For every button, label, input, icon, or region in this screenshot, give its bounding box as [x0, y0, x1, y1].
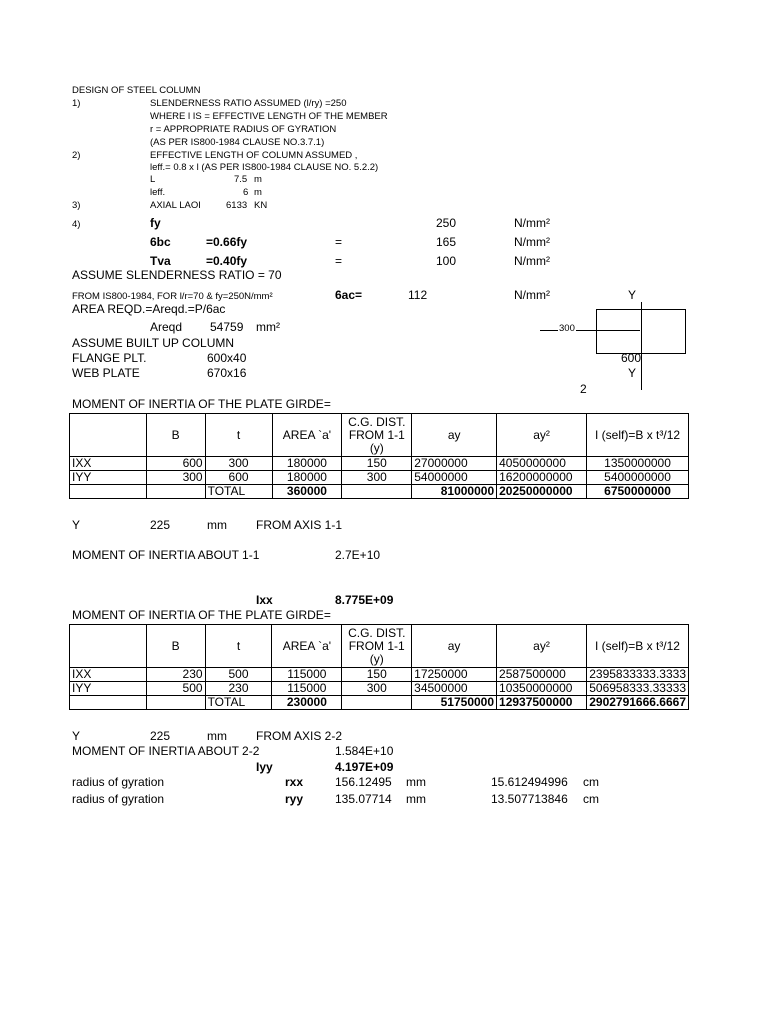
leff-label: leff. [150, 187, 166, 198]
sbc-value: 165 [436, 235, 457, 249]
rxx-cm-value: 15.612494996 [491, 775, 568, 789]
areqd-value: 54759 [210, 320, 244, 334]
ixx-value: 8.775E+09 [335, 593, 394, 607]
header-cell: ay² [497, 625, 587, 668]
table-cell: 34500000 [412, 682, 497, 696]
fy-unit: N/mm² [514, 216, 550, 230]
ixx-label: Ixx [256, 593, 273, 607]
table-cell: 27000000 [412, 457, 497, 471]
y-unit-2: mm [207, 729, 227, 743]
radius-def: r = APPROPRIATE RADIUS OF GYRATION [150, 124, 337, 135]
y-value-1: 225 [150, 518, 171, 532]
header-cell: C.G. DIST. FROM 1-1 (y) [342, 414, 412, 457]
header-cell: C.G. DIST. FROM 1-1 (y) [342, 625, 412, 668]
web-plate-value: 670x16 [207, 366, 247, 380]
sbc-label: 6bc [150, 235, 171, 249]
sac-label: 6ac= [335, 288, 363, 302]
L-label: L [150, 174, 156, 185]
table-cell [146, 485, 205, 499]
table-row [70, 668, 689, 682]
areqd-unit: mm² [256, 320, 280, 334]
table-cell: 300 [205, 457, 272, 471]
iyy-value: 4.197E+09 [335, 760, 394, 774]
tva-formula: =0.40fy [206, 254, 248, 268]
axial-load-label: AXIAL LAOI [150, 200, 201, 211]
y-unit-1: mm [207, 518, 227, 532]
L-unit: m [254, 174, 262, 185]
table-cell: 300 [342, 471, 412, 485]
sbc-formula: =0.66fy [206, 235, 248, 249]
slenderness-assumed: SLENDERNESS RATIO ASSUMED (l/ry) =250 [150, 98, 347, 109]
table-cell: IXX [70, 668, 147, 682]
web-plate-label: WEB PLATE [72, 366, 140, 380]
table-cell: 4050000000 [497, 457, 587, 471]
table-header-row [70, 625, 689, 668]
y-label-1: Y [72, 518, 81, 532]
table-cell: 2587500000 [497, 668, 587, 682]
table-cell: 300 [146, 471, 205, 485]
area-required-formula: AREA REQD.=Areqd.=P/6ac [72, 302, 226, 316]
section-1-number: 1) [72, 98, 81, 109]
header-cell: B [146, 414, 205, 457]
table-cell: 16200000000 [497, 471, 587, 485]
table-cell [342, 485, 412, 499]
diagram-top-y-label: Y [628, 288, 637, 302]
ryy-mm-value: 135.07714 [335, 792, 392, 806]
ryy-mm-unit: mm [406, 792, 426, 806]
flange-plate-label: FLANGE PLT. [72, 351, 147, 365]
table-cell: 5400000000 [587, 471, 689, 485]
built-up-column: ASSUME BUILT UP COLUMN [72, 336, 235, 350]
table-cell: 150 [342, 668, 412, 682]
table-cell: IYY [70, 682, 147, 696]
y-label-2: Y [72, 729, 81, 743]
areqd-label: Areqd [150, 320, 183, 334]
iyy-label: Iyy [256, 760, 273, 774]
table-cell: 600 [146, 457, 205, 471]
table-cell: 360000 [272, 485, 342, 499]
table-cell: 506958333.33333 [586, 682, 688, 696]
diagram-axis-2-label: 2 [580, 382, 587, 396]
header-cell: AREA `a' [272, 625, 342, 668]
dim-600: 600 [621, 351, 642, 365]
header-cell: I (self)=B x t³/12 [587, 414, 689, 457]
table-cell: 230 [205, 682, 272, 696]
header-cell: B [146, 625, 205, 668]
ryy-text: radius of gyration [72, 792, 165, 806]
moment-of-inertia-table-2 [69, 624, 689, 710]
ryy-cm-unit: cm [583, 792, 599, 806]
sac-value: 112 [408, 288, 428, 302]
header-cell: I (self)=B x t³/12 [586, 625, 688, 668]
section-2-number: 2) [72, 150, 81, 161]
table-row [70, 457, 689, 471]
table-cell: IYY [70, 471, 147, 485]
rxx-mm-value: 156.12495 [335, 775, 392, 789]
tva-equals: = [335, 254, 343, 268]
table-cell: TOTAL [205, 696, 272, 710]
table-total-row [70, 485, 689, 499]
axial-load-value: 6133 [226, 200, 248, 211]
table-cell: 115000 [272, 668, 342, 682]
moi-about-2-2-value: 1.584E+10 [335, 744, 394, 758]
moi-about-1-1-value: 2.7E+10 [335, 548, 381, 562]
table-cell: 230000 [272, 696, 342, 710]
header-cell: ay [412, 414, 497, 457]
table-cell: 54000000 [412, 471, 497, 485]
fy-label: fy [150, 216, 161, 230]
table-row [70, 471, 689, 485]
effective-length-def: WHERE l IS = EFFECTIVE LENGTH OF THE MEMBER [150, 111, 388, 122]
table2-title: MOMENT OF INERTIA OF THE PLATE GIRDE= [72, 608, 331, 622]
header-cell: ay [412, 625, 497, 668]
flange-rect [596, 309, 686, 354]
table-cell: 500 [146, 682, 205, 696]
sbc-equals: = [335, 235, 343, 249]
table-cell: 2902791666.6667 [586, 696, 688, 710]
tva-value: 100 [436, 254, 457, 268]
header-cell: t [205, 414, 272, 457]
table-cell: 300 [342, 682, 412, 696]
rxx-label: rxx [285, 775, 304, 789]
table-row [70, 682, 689, 696]
sac-unit: N/mm² [514, 288, 550, 302]
table-cell: 115000 [272, 682, 342, 696]
table-cell: 17250000 [412, 668, 497, 682]
rxx-text: radius of gyration [72, 775, 165, 789]
tva-label: Tva [150, 254, 171, 268]
header-cell [70, 414, 147, 457]
axial-load-unit: KN [254, 200, 268, 211]
y-value-2: 225 [150, 729, 171, 743]
table-cell [70, 485, 147, 499]
table-cell: IXX [70, 457, 147, 471]
table-cell [70, 696, 147, 710]
table-cell: 2395833333.3333 [586, 668, 688, 682]
table-cell: 150 [342, 457, 412, 471]
table-cell: 180000 [272, 471, 342, 485]
header-cell: AREA `a' [272, 414, 342, 457]
slenderness-70: ASSUME SLENDERNESS RATIO = 70 [72, 268, 282, 282]
header-cell: ay² [497, 414, 587, 457]
rxx-mm-unit: mm [406, 775, 426, 789]
section-4-number: 4) [72, 219, 81, 230]
L-value: 7.5 [234, 174, 248, 185]
leff-value: 6 [243, 187, 249, 198]
moment-of-inertia-table-1 [69, 413, 689, 499]
table-cell: 230 [146, 668, 205, 682]
table-cell: 12937500000 [497, 696, 587, 710]
table1-title: MOMENT OF INERTIA OF THE PLATE GIRDE= [72, 397, 331, 411]
ryy-cm-value: 13.507713846 [491, 792, 568, 806]
effective-length-assumed: EFFECTIVE LENGTH OF COLUMN ASSUMED , [150, 150, 358, 161]
table-cell [146, 696, 205, 710]
moi-about-1-1-label: MOMENT OF INERTIA ABOUT 1-1 [72, 548, 260, 562]
leff-unit: m [254, 187, 262, 198]
table-cell: 6750000000 [587, 485, 689, 499]
table-cell: 10350000000 [497, 682, 587, 696]
x-axis-line [540, 330, 640, 331]
table-cell: 1350000000 [587, 457, 689, 471]
table-cell: 51750000 [412, 696, 497, 710]
table-cell: TOTAL [205, 485, 272, 499]
clause-ref-1: (AS PER IS800-1984 CLAUSE NO.3.7.1) [150, 137, 325, 148]
fy-value: 250 [436, 216, 457, 230]
table-header-row [70, 414, 689, 457]
moi-about-2-2-label: MOMENT OF INERTIA ABOUT 2-2 [72, 744, 260, 758]
y-note-1: FROM AXIS 1-1 [256, 518, 343, 532]
ryy-label: ryy [285, 792, 304, 806]
header-cell: t [205, 625, 272, 668]
flange-plate-value: 600x40 [207, 351, 247, 365]
table-cell: 180000 [272, 457, 342, 471]
y-note-2: FROM AXIS 2-2 [256, 729, 343, 743]
table-cell: 500 [205, 668, 272, 682]
sbc-unit: N/mm² [514, 235, 550, 249]
tva-unit: N/mm² [514, 254, 550, 268]
is800-reference: FROM IS800-1984, FOR l/r=70 & fy=250N/mm² [72, 291, 273, 302]
leff-formula: leff.= 0.8 x l (AS PER IS800-1984 CLAUSE NO. 5.2.2) [150, 162, 379, 173]
table-cell: 20250000000 [497, 485, 587, 499]
dim-300: 300 [559, 323, 575, 334]
doc-title: DESIGN OF STEEL COLUMN [72, 85, 201, 96]
table-cell: 81000000 [412, 485, 497, 499]
table-cell [342, 696, 412, 710]
section-3-number: 3) [72, 200, 81, 211]
header-cell [70, 625, 147, 668]
table-cell: 600 [205, 471, 272, 485]
table-total-row [70, 696, 689, 710]
rxx-cm-unit: cm [583, 775, 599, 789]
diagram-bottom-y-label: Y [628, 366, 637, 380]
